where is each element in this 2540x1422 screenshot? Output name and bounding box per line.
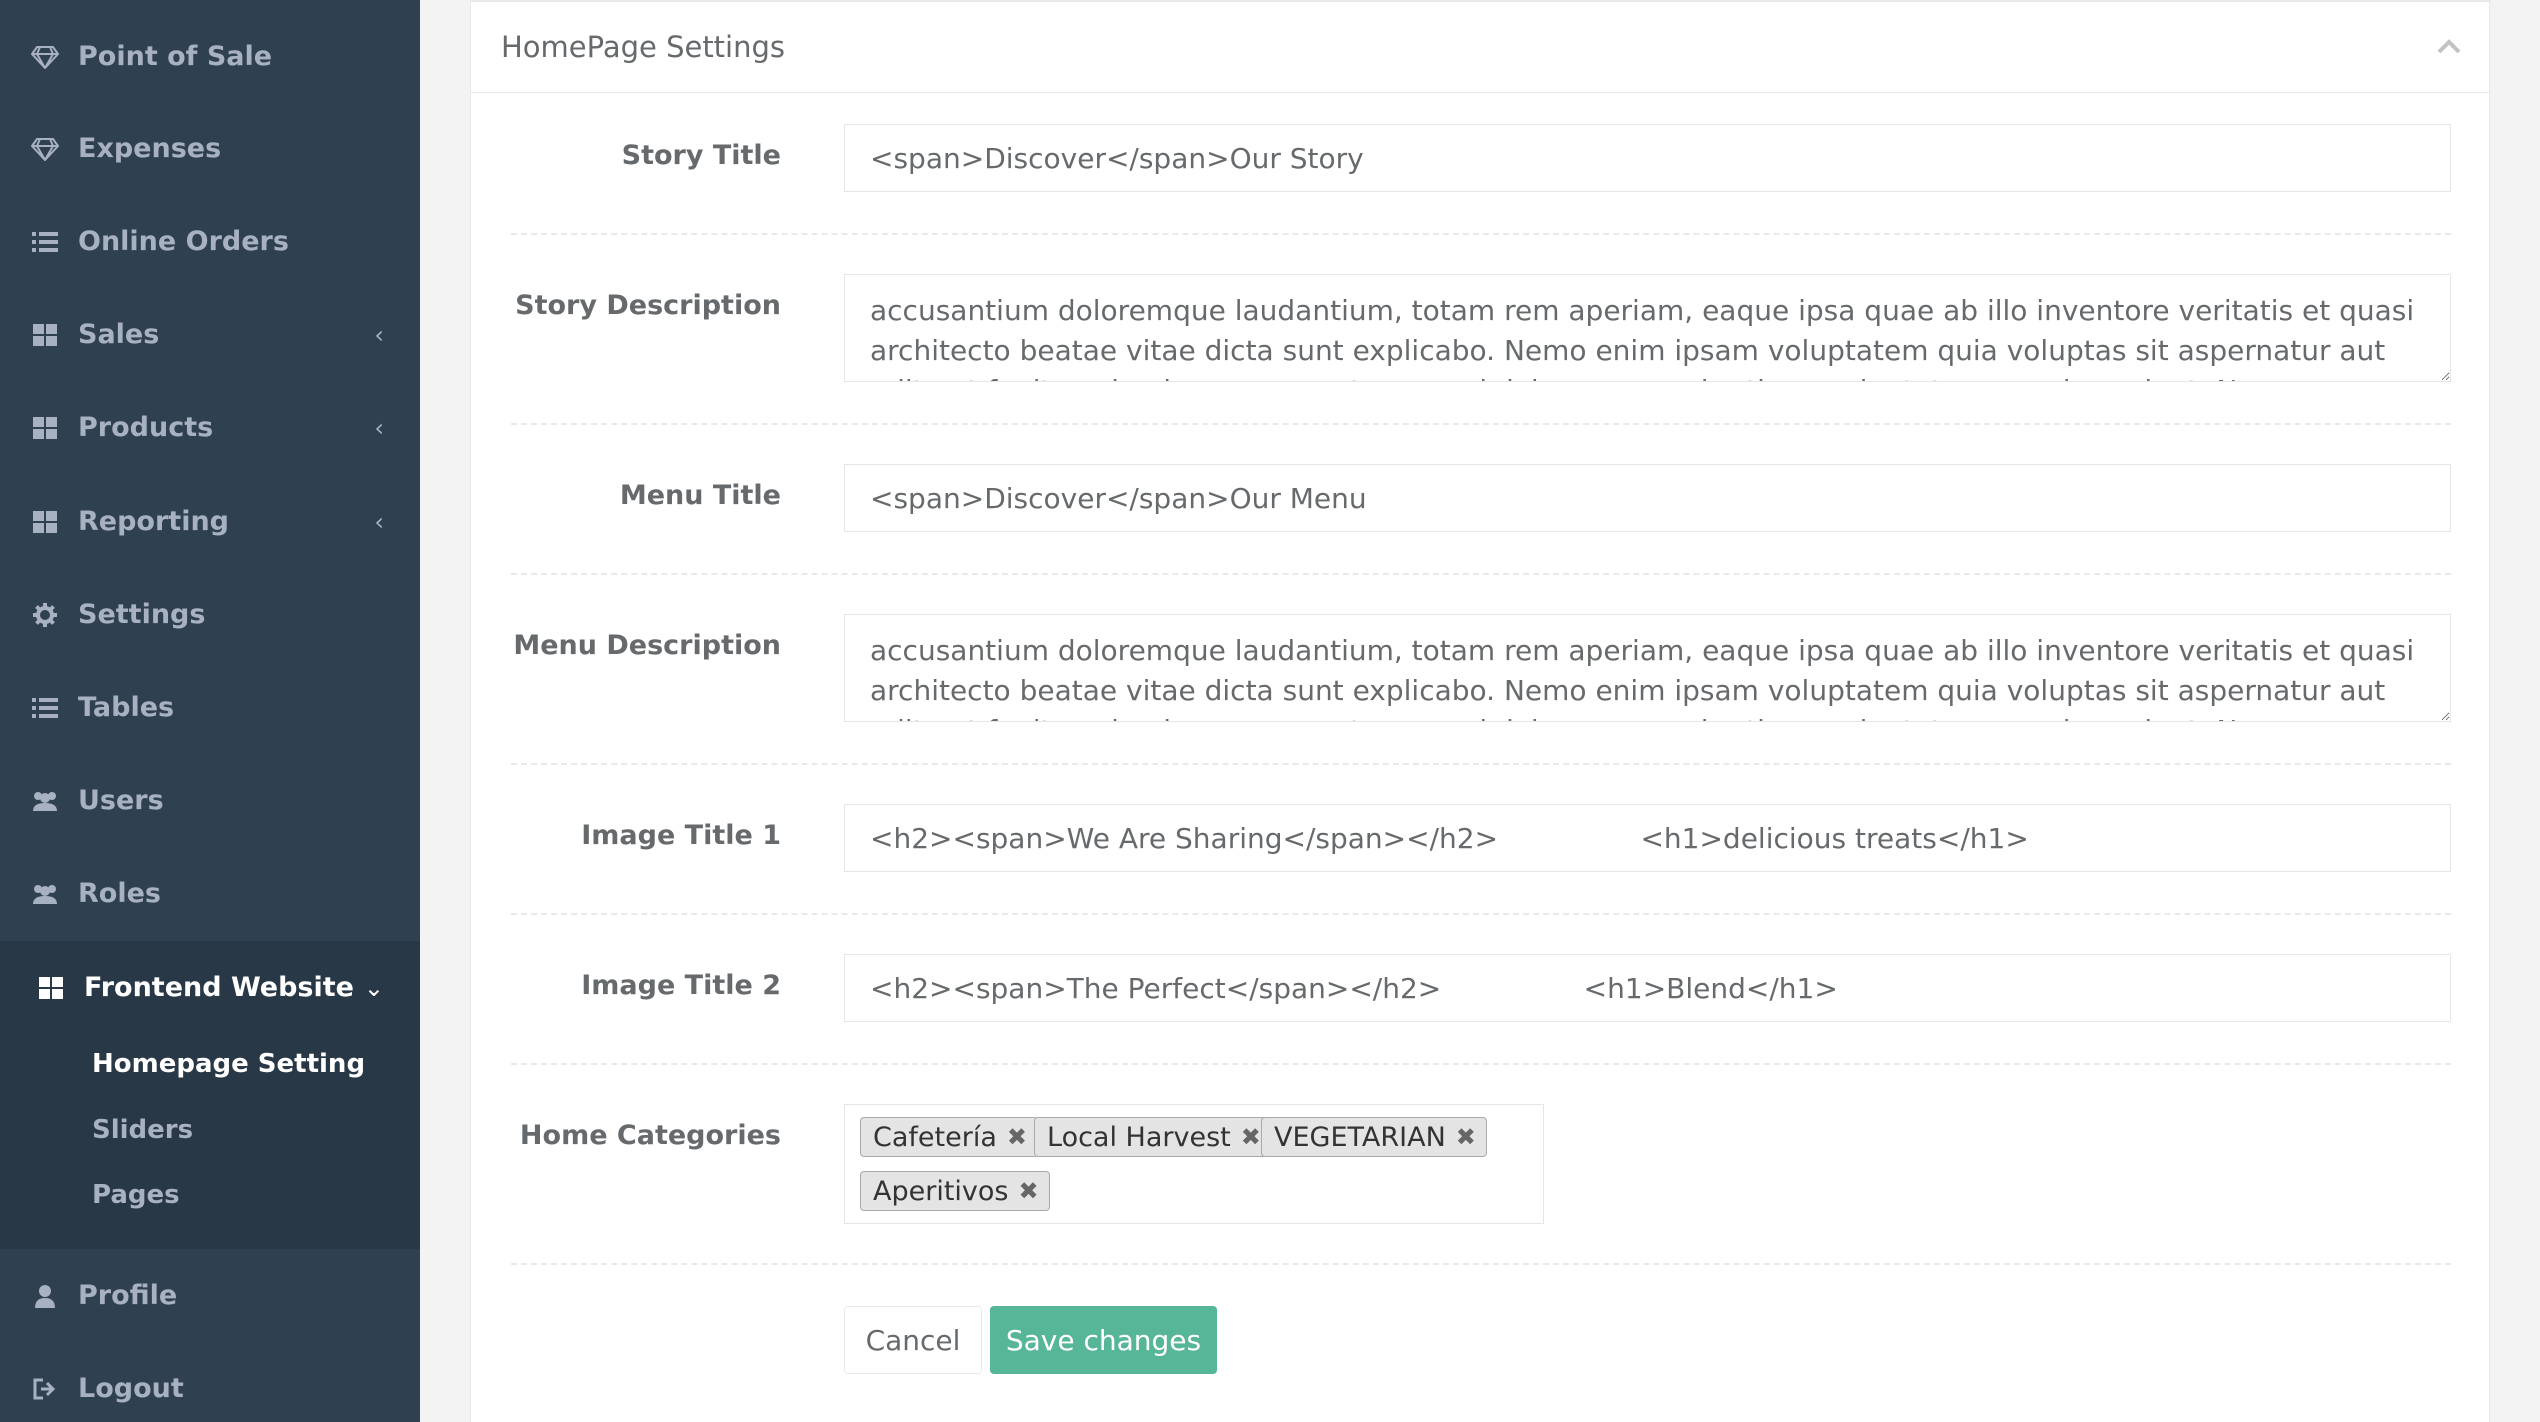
sidebar-item-products[interactable] bbox=[0, 381, 420, 474]
sidebar-item-tables[interactable] bbox=[0, 661, 420, 754]
sidebar-item-profile[interactable] bbox=[0, 1249, 420, 1342]
remove-tag-icon[interactable]: ✖ bbox=[1455, 1123, 1476, 1151]
users-icon bbox=[30, 879, 60, 909]
sidebar-item-label: Logout bbox=[78, 1373, 184, 1404]
sidebar-item-label: Products bbox=[78, 412, 214, 443]
grid-icon bbox=[36, 973, 66, 1003]
save-changes-button[interactable]: Save changes bbox=[990, 1306, 1217, 1374]
chevron-left-icon: ‹ bbox=[374, 413, 384, 442]
home-categories-label: Home Categories bbox=[519, 1120, 781, 1151]
sidebar-item-label: Tables bbox=[78, 692, 175, 723]
divider bbox=[511, 913, 2451, 915]
chevron-left-icon: ‹ bbox=[374, 507, 384, 536]
user-icon bbox=[30, 1281, 60, 1311]
category-tag[interactable] bbox=[860, 1117, 1038, 1157]
image-title-1-label: Image Title 1 bbox=[581, 820, 781, 851]
sidebar-item-reporting[interactable] bbox=[0, 475, 420, 568]
divider bbox=[511, 1263, 2451, 1265]
remove-tag-icon[interactable]: ✖ bbox=[1006, 1123, 1027, 1151]
image-title-2-input[interactable] bbox=[844, 954, 2451, 1022]
sidebar-item-label: Reporting bbox=[78, 506, 230, 537]
sidebar-item-label: Expenses bbox=[78, 133, 222, 164]
image-title-1-input[interactable] bbox=[844, 804, 2451, 872]
menu-description-label: Menu Description bbox=[513, 630, 781, 661]
remove-tag-icon[interactable]: ✖ bbox=[1240, 1123, 1261, 1151]
sidebar-item-label: Point of Sale bbox=[78, 41, 273, 72]
sidebar-item-label: Roles bbox=[78, 878, 161, 909]
sidebar-item-roles[interactable] bbox=[0, 847, 420, 940]
sidebar-item-label: Sales bbox=[78, 319, 160, 350]
sidebar bbox=[0, 0, 420, 1422]
category-tag[interactable] bbox=[860, 1171, 1050, 1211]
grid-icon bbox=[30, 507, 60, 537]
remove-tag-icon[interactable]: ✖ bbox=[1018, 1177, 1039, 1205]
grid-icon bbox=[30, 413, 60, 443]
homepage-settings-panel bbox=[470, 0, 2490, 1422]
panel-header bbox=[471, 0, 2491, 93]
list-icon bbox=[30, 693, 60, 723]
story-description-label: Story Description bbox=[515, 290, 781, 321]
divider bbox=[511, 573, 2451, 575]
sidebar-item-sales[interactable] bbox=[0, 288, 420, 381]
sidebar-item-point-of-sale[interactable] bbox=[0, 10, 420, 103]
divider bbox=[511, 763, 2451, 765]
sidebar-item-online-orders[interactable] bbox=[0, 195, 420, 288]
cancel-button[interactable]: Cancel bbox=[844, 1306, 982, 1374]
tag-label: VEGETARIAN bbox=[1274, 1121, 1446, 1153]
sidebar-item-label: Profile bbox=[78, 1280, 178, 1311]
sidebar-item-logout[interactable] bbox=[0, 1342, 420, 1422]
menu-title-input[interactable] bbox=[844, 464, 2451, 532]
story-title-label: Story Title bbox=[621, 140, 781, 171]
chevron-down-icon: ⌄ bbox=[363, 973, 384, 1002]
category-tag[interactable] bbox=[1261, 1117, 1487, 1157]
diamond-icon bbox=[30, 42, 60, 72]
divider bbox=[511, 1063, 2451, 1065]
submenu-item-pages[interactable]: Pages bbox=[92, 1180, 180, 1210]
gear-icon bbox=[30, 600, 60, 630]
tag-label: Local Harvest bbox=[1047, 1121, 1231, 1153]
home-categories-select[interactable] bbox=[844, 1104, 1544, 1224]
divider bbox=[511, 423, 2451, 425]
sign-out-icon bbox=[30, 1374, 60, 1404]
menu-description-textarea[interactable] bbox=[844, 614, 2451, 722]
tag-label: Aperitivos bbox=[873, 1175, 1009, 1207]
sidebar-item-label: Frontend Website bbox=[84, 972, 354, 1003]
sidebar-item-expenses[interactable] bbox=[0, 102, 420, 195]
users-icon bbox=[30, 786, 60, 816]
sidebar-item-label: Online Orders bbox=[78, 226, 289, 257]
divider bbox=[511, 233, 2451, 235]
sidebar-item-users[interactable] bbox=[0, 754, 420, 847]
sidebar-item-frontend-website[interactable] bbox=[0, 941, 420, 1034]
image-title-2-label: Image Title 2 bbox=[581, 970, 781, 1001]
diamond-icon bbox=[30, 134, 60, 164]
sidebar-item-settings[interactable] bbox=[0, 568, 420, 661]
menu-title-label: Menu Title bbox=[619, 480, 781, 511]
sidebar-item-label: Settings bbox=[78, 599, 206, 630]
submenu-item-homepage-setting[interactable]: Homepage Setting bbox=[92, 1049, 366, 1079]
chevron-left-icon: ‹ bbox=[374, 320, 384, 349]
grid-icon bbox=[30, 320, 60, 350]
panel-title: HomePage Settings bbox=[501, 30, 786, 64]
chevron-up-icon[interactable] bbox=[2435, 36, 2463, 56]
tag-label: Cafetería bbox=[873, 1121, 997, 1153]
sidebar-item-label: Users bbox=[78, 785, 164, 816]
category-tag[interactable] bbox=[1034, 1117, 1272, 1157]
story-title-input[interactable] bbox=[844, 124, 2451, 192]
list-icon bbox=[30, 227, 60, 257]
submenu-item-sliders[interactable]: Sliders bbox=[92, 1115, 194, 1145]
story-description-textarea[interactable] bbox=[844, 274, 2451, 382]
